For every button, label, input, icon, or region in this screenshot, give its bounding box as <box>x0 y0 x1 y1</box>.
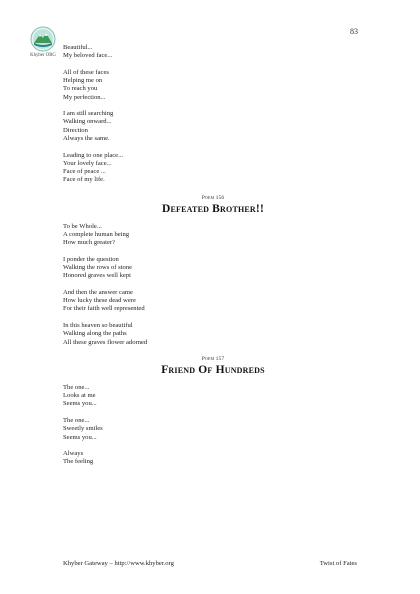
poem-line: How much greater? <box>63 239 115 247</box>
stanza <box>63 417 363 442</box>
stanza <box>63 223 363 248</box>
stanza <box>63 289 363 314</box>
poem-number: Poem 156 <box>201 194 225 201</box>
poem-title: Friend Of Hundreds <box>161 363 265 376</box>
poem-line: Walking along the paths <box>63 330 127 338</box>
poem-line: To be Whole... <box>63 222 102 230</box>
poem-line: Honored graves well kept <box>63 272 131 280</box>
poem-line: I ponder the question <box>63 255 119 263</box>
page-number: 83 <box>350 27 358 36</box>
poem-line: Sweetly smiles <box>63 425 103 433</box>
stanza <box>63 450 363 467</box>
poem-number: Poem 157 <box>201 355 225 362</box>
stanza <box>63 152 363 185</box>
poem-line: Walking the rows of stone <box>63 264 133 272</box>
poem-line: Looks at me <box>63 392 96 400</box>
poem-line: My beloved face... <box>63 52 113 60</box>
poem-line: The one... <box>63 416 90 424</box>
poem-line: My perfection... <box>63 93 106 101</box>
footer-site-link[interactable]: Khyber Gateway – http://www.khyber.org <box>63 560 174 567</box>
poem-line: How lucky these dead were <box>63 297 136 305</box>
poem-line: Your lovely face... <box>63 159 112 167</box>
poem-line: Face of my life. <box>63 176 105 184</box>
poem-line: And then the answer came <box>63 288 133 296</box>
poem-line: All of these faces <box>63 68 109 76</box>
intro-poem-continuation <box>63 44 363 185</box>
stanza <box>63 384 363 409</box>
poem-line: The feeling <box>63 458 94 466</box>
stanza <box>63 69 363 102</box>
poem-line: Helping me on <box>63 77 103 85</box>
stanza <box>63 44 363 61</box>
poem-line: Seems you... <box>63 400 97 408</box>
footer-book-title: Twist of Fates <box>319 560 357 567</box>
poem-line: In this heaven so beautiful <box>63 321 133 329</box>
logo-text: Khyber ORG <box>30 53 56 58</box>
khyber-logo <box>24 26 62 58</box>
poem-line: To reach you <box>63 85 98 93</box>
poem-line: Direction <box>63 126 88 134</box>
poem-line: Face of peace ... <box>63 168 106 176</box>
poem-line: Beautiful... <box>63 44 93 51</box>
page-content <box>63 44 363 475</box>
poem-line: The one... <box>63 383 90 391</box>
poem-line: A complete human being <box>63 231 130 239</box>
poem-title: Defeated Brother!! <box>162 202 264 215</box>
poem-line: For their faith well represented <box>63 305 145 313</box>
poem-line: Always the same. <box>63 135 110 143</box>
poem-line: Leading to one place... <box>63 151 124 159</box>
poem-line: Always <box>63 450 84 457</box>
stanza <box>63 322 363 347</box>
poem-line: Walking onward... <box>63 118 112 126</box>
poem-heading <box>63 195 363 215</box>
stanza <box>63 110 363 143</box>
poem-line: I am still searching <box>63 110 114 118</box>
poem-heading <box>63 356 363 376</box>
poem-156 <box>63 195 363 347</box>
poem-157 <box>63 356 363 467</box>
poem-line: Seems you... <box>63 433 97 441</box>
mountain-logo-icon <box>30 26 56 52</box>
poem-line: All these graves flower adorned <box>63 338 148 346</box>
stanza <box>63 256 363 281</box>
